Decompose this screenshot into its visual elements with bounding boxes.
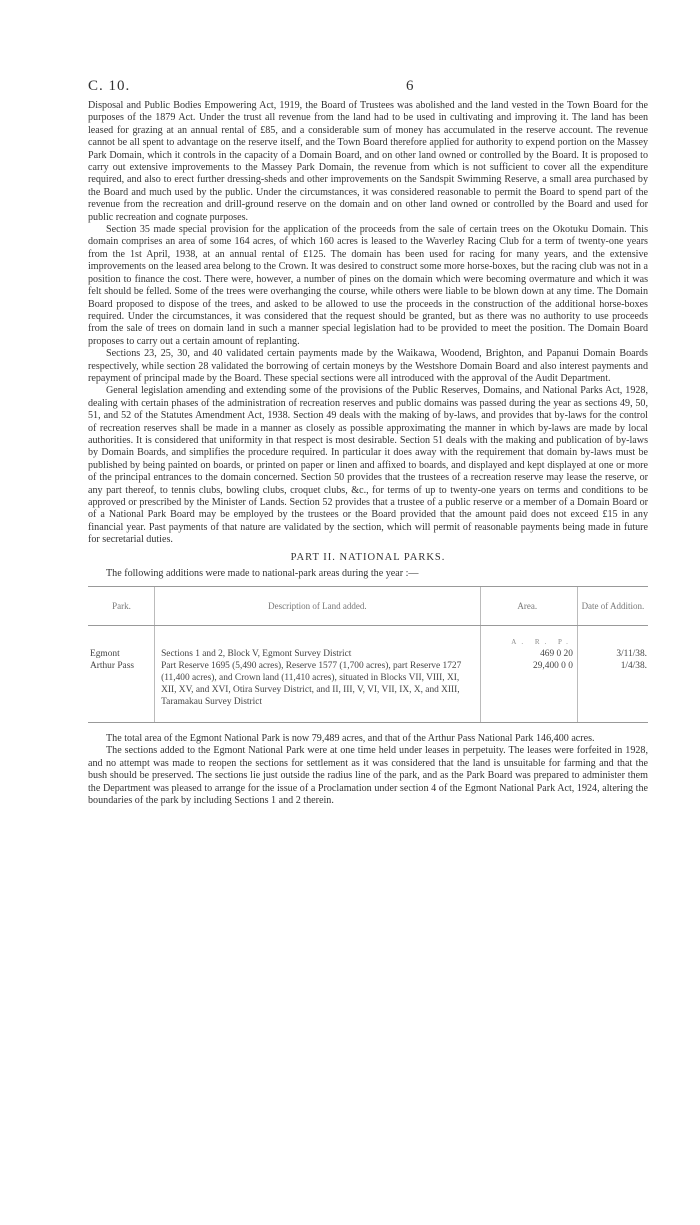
table-header-row	[88, 587, 648, 626]
paragraph-total-area: The total area of the Egmont National Park is now 79,489 acres, and that of the Arthur Pass National Park 146,400 acres.	[106, 733, 595, 745]
header-park: Park.	[88, 587, 155, 626]
header-description: Description of Land added.	[155, 587, 481, 626]
header-area: Area.	[480, 587, 577, 626]
page-header	[88, 78, 648, 98]
table-intro: The following additions were made to national-park areas during the year :—	[106, 567, 419, 579]
document-body	[88, 100, 648, 807]
paragraph-egmont-sections: The sections added to the Egmont National Park were at one time held under leases in perpetuity. The leases were forfeited in 1928, and no attempt was made to reopen the sections for settlement as it was considered that the land is unsuitable for farming and that the bush should be preserved. The sections lie just outside the radius line of the park, and as the Park Board was prepared to administer them the Department was pleased to arrange for the issue of a Proclamation under section 4 of the Egmont National Park Act, 1924, altering the boundaries of the park by including Sections 1 and 2 therein.	[88, 745, 648, 807]
land-description: Part Reserve 1695 (5,490 acres), Reserve 1577 (1,700 acres), part Reserve 1727 (11,400 acres), and Crown land (11,410 acres), situated in Blocks VII, VIII, XI, XII, XV, and XVI, Otira Survey District, and II, III, V, VI, VII, IX, X, and XIII, Taramakau Survey District	[155, 660, 481, 723]
area-value: 29,400 0 0	[480, 660, 577, 723]
units-row	[88, 626, 648, 649]
area-value: 469 0 20	[480, 648, 577, 660]
header-date: Date of Addition.	[577, 587, 648, 626]
paragraph-validations: Sections 23, 25, 30, and 40 validated certain payments made by the Waikawa, Woodend, Brighton, and Papanui Domain Boards respectively, while section 28 validated the borrowing of certain moneys by the Westshore Domain Board and also interest payments and repayment of principal made by the Board. These special sections were all introduced with the approval of the Audit Department.	[88, 348, 648, 384]
land-description: Sections 1 and 2, Block V, Egmont Survey District	[155, 648, 481, 660]
area-units: A. R. P.	[480, 626, 577, 649]
park-name: Arthur Pass	[88, 660, 155, 723]
table-row	[88, 660, 648, 723]
paragraph-general-legislation: General legislation amending and extending some of the provisions of the Public Reserves, Domains, and National Parks Act, 1928, dealing with certain phases of the administration of recreation reserves and public domains was passed during the year as sections 49, 50, 51, and 52 of the Statutes Amendment Act, 1938. Section 49 deals with the making of by-laws, and provides that by-laws for the control of recreation reserves shall be made in a manner as closely as possible approximating the manner in which by-laws are made by local authorities. It is considered that uniformity in that respect is most desirable. Section 51 deals with the making and publication of by-laws by Domain Boards, and simplifies the procedure required. In particular it does away with the requirement that domain by-laws must be published by being painted on boards, or printed on paper or linen and affixed to boards, and displayed and kept displayed at one or more of the principal entrances to the domain concerned. Section 50 provides that the trustees of a recreation reserve may lease the reserve, or any part thereof, to tennis clubs, bowling clubs, croquet clubs, &c., for terms of up to twenty-one years on terms and conditions to be approved or prescribed by the Minister of Lands. Section 52 provides that a trustee of a public reserve or a member of a Domain Board or of a National Park Board may be employed by the trustees or the Board provided that the amount paid does not exceed £15 in any financial year. Past payments of that nature are validated by the section, which will permit of reasonable payments being made in future for secretarial duties.	[88, 385, 648, 546]
paragraph-continuation: Disposal and Public Bodies Empowering Act, 1919, the Board of Trustees was abolished and the land vested in the Town Board for the purposes of the 1879 Act. Under the trust all revenue from the land had to be used in cultivating and improving it. The land has been leased for grazing at an annual rental of £85, and a considerable sum of money has accumulated in the reserve account. The revenue cannot be all spent to advantage on the reserve itself, and the Town Board therefore applied for authority to expend portion on the Massey Park Domain, which it controls in the capacity of a Domain Board, and on other land owned or controlled by the Board. It is proposed to carry out extensive improvements to the Massey Park Domain, the revenue from which is not sufficient to cover all the expenditure required, and also to erect further dressing-sheds and other improvements on the Sandspit Swimming Reserve, a small area purchased by the Board and much used by the public. Under the circumstances, it was considered reasonable to permit the Board to spend part of the revenue from the recreation and drill-ground reserve on the domain and on other land owned or controlled by the Board and used for public recreation and cognate purposes.	[88, 100, 648, 223]
park-name: Egmont	[90, 649, 120, 660]
page-number: 6	[406, 78, 414, 94]
document-reference: C. 10.	[88, 78, 131, 94]
date-of-addition: 1/4/38.	[577, 660, 648, 723]
section-heading: PART II. NATIONAL PARKS.	[290, 551, 446, 563]
national-parks-table	[88, 586, 648, 723]
paragraph-section-35: Section 35 made special provision for the application of the proceeds from the sale of certain trees on the Okotuku Domain. This domain comprises an area of some 164 acres, of which 160 acres is leased to the Waverley Racing Club for a term of twenty-one years from the 1st April, 1938, at an annual rental of £125. The domain has been used for racing for many years, and the extensive improvements on the leased area belong to the Crown. It was desired to construct some more horse-boxes, but the racing club was not in a position to finance the cost. There were, however, a number of pines on the domain which were becoming overmature and which it was felt should be felled. Some of the trees were overhanging the course, while others were liable to be blown down at any time. The Domain Board proposed to dispose of the trees, and asked to be allowed to use the proceeds in the construction of the additional horse-boxes required. Under the circumstances, it was considered that the request should be granted, but as there was no authority to use proceeds from the sale of trees on domain land in such a manner special legislation had to be provided to meet the position. The Domain Board proposes to carry out a certain amount of replanting.	[88, 224, 648, 347]
date-of-addition: 3/11/38.	[577, 648, 648, 660]
table-row	[88, 648, 648, 660]
